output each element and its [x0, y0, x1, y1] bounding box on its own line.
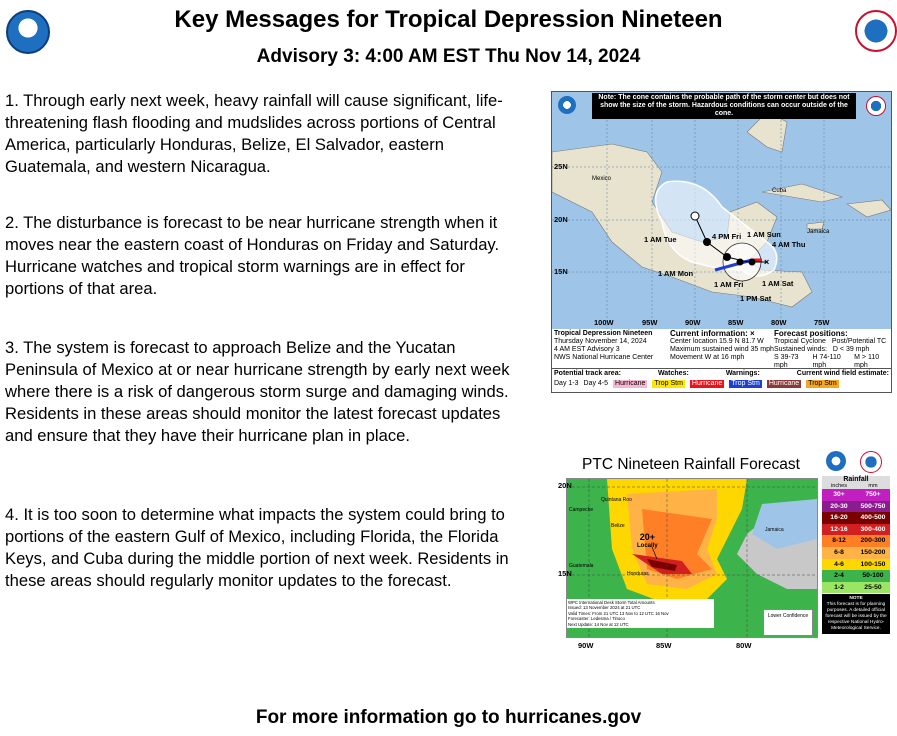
storm-advisory: 4 AM EST Advisory 3: [554, 346, 620, 353]
legend-row: [822, 501, 890, 513]
key-message-2: 2. The disturbance is forecast to be near hurricane strength when it moves near the eastern coast of Honduras on Friday and Saturday. Hurricane watches and tropical storm warnings are in effect for portions of that area.: [5, 213, 500, 298]
lon-label: 95W: [642, 318, 658, 327]
legend-mm: 750+: [865, 491, 881, 498]
track-map: [552, 92, 891, 329]
note-title: NOTE: [849, 596, 863, 602]
legend-unit-mm: mm: [868, 483, 878, 489]
legend-row: [822, 547, 890, 559]
land-jamaica: [807, 222, 824, 229]
forecast-label: 4 PM Fri: [712, 232, 742, 241]
caption-line: Forecaster: Ledesma / Tinoco: [568, 616, 625, 622]
lon-label: 80W: [736, 641, 752, 650]
storm-name: Tropical Depression Nineteen: [554, 330, 653, 337]
advisory-subtitle: Advisory 3: 4:00 AM EST Thu Nov 14, 2024: [256, 46, 641, 67]
storm-info: [554, 330, 664, 362]
place-label: Honduras: [627, 571, 649, 577]
rain-callout: [637, 533, 658, 551]
legend-note: [822, 594, 890, 634]
noaa-logo: [826, 451, 846, 471]
place-label: Guatemala: [569, 563, 594, 569]
caption-line: Next Update: 14 Nov at 12 UTC: [568, 621, 629, 627]
legend-inches: 2-4: [834, 572, 844, 580]
lat-label: 15N: [558, 569, 572, 578]
forecast-label: 4 AM Thu: [772, 240, 806, 249]
current-position-marker: ×: [764, 257, 770, 267]
center-location: Center location 15.9 N 81.7 W: [670, 338, 764, 345]
warnings-title: Warnings:: [725, 370, 760, 377]
storm-center: NWS National Hurricane Center: [554, 354, 654, 361]
hurricane-warning-label: Hurricane: [691, 380, 723, 387]
lon-label: 100W: [594, 318, 614, 327]
track-map-svg: [552, 92, 891, 329]
legend-mm: 400-500: [860, 514, 886, 522]
lon-label: 85W: [728, 318, 744, 327]
legend-inches: 8-12: [832, 537, 846, 545]
key-message-1: 1. Through early next week, heavy rainfall will cause significant, life-threatening flash flooding and mudslides across portions of Central America, particularly Honduras, Belize, El Salvador, eastern Guatemala, and western Nicaragua.: [5, 91, 503, 176]
rainfall-graphic: [558, 456, 816, 652]
day13-label: Day 1-3: [554, 380, 579, 387]
day45-label: Day 4-5: [583, 380, 609, 387]
track-cone-graphic: [551, 91, 892, 393]
page-title: Key Messages for Tropical Depression Nineteen: [174, 6, 723, 33]
legend-inches: 1-2: [834, 583, 844, 591]
legend-inches: 30+: [833, 491, 845, 498]
current-info: [670, 330, 775, 362]
legend-rows: [822, 489, 890, 593]
rain-callout-value: 20+: [639, 532, 655, 542]
legend-row: [822, 582, 890, 594]
ts-warning-label: Trop Stm: [731, 380, 760, 387]
hurricane-watch-label: Hurricane: [615, 380, 646, 387]
footer-link-text: For more information go to hurricanes.gov: [255, 707, 642, 728]
caption-line: Issued: 13 November 2024 at 21 UTC: [568, 605, 641, 611]
legend-row: [822, 489, 890, 501]
track-point: [703, 238, 711, 246]
lat-label: 20N: [554, 215, 568, 224]
forecast-label: 1 AM Fri: [714, 280, 744, 289]
tropical-cyclone-label: Tropical Cyclone: [774, 338, 826, 345]
legend-row: [822, 512, 890, 524]
legend-mm: 500-750: [860, 502, 886, 510]
place-label: Campeche: [569, 507, 594, 513]
h-wind: H 74-110 mph: [812, 354, 841, 369]
legend-unit-in: inches: [831, 483, 847, 489]
legend-row: [822, 570, 890, 582]
cone-note: Note: The cone contains the probable path of the storm center but does not show the size of the storm. Hazardous conditions can occur outside of the cone.: [592, 93, 856, 119]
lon-label: 85W: [656, 641, 672, 650]
track-point: [737, 259, 744, 266]
legend-mm: 200-300: [860, 537, 886, 545]
rainfall-legend: [822, 476, 890, 634]
watches-title: Watches:: [657, 370, 689, 377]
legend-title: Rainfall: [822, 476, 890, 483]
rainfall-map: [566, 478, 818, 638]
movement: Movement W at 16 mph: [670, 354, 745, 361]
ts-wind-label: Trop Stm: [808, 380, 837, 387]
legend-row: [822, 524, 890, 536]
storm-date: Thursday November 14, 2024: [554, 338, 647, 345]
forecast-label: 1 AM Tue: [644, 235, 677, 244]
legend-inches: 16-20: [830, 514, 848, 522]
caption-line: Valid Times: From 21 UTC 13 Nov to 12 UTC 16 Nov: [568, 610, 669, 616]
forecast-label: 1 AM Mon: [658, 269, 694, 278]
sustained-label: Sustained winds:: [774, 346, 827, 353]
legend-mm: 300-400: [860, 525, 886, 533]
forecast-label: 1 AM Sat: [762, 279, 794, 288]
positions-title: Forecast positions:: [774, 329, 848, 338]
legend-row: [822, 535, 890, 547]
ts-watch-label: Trop Stm: [654, 380, 683, 387]
legend-inches: 4-6: [834, 560, 844, 568]
forecast-label: 1 AM Sun: [747, 230, 781, 239]
noaa-logo: [558, 96, 576, 114]
lat-label: 15N: [554, 267, 568, 276]
lon-label: 90W: [685, 318, 701, 327]
lat-label: 25N: [554, 162, 568, 171]
legend-inches: 20-30: [830, 502, 848, 510]
caption-line: WPC International Desk Storm Total Amounts: [568, 600, 655, 605]
key-message-3: 3. The system is forecast to approach Belize and the Yucatan Peninsula of Mexico at or near hurricane strength by early next week where there is a risk of dangerous storm surge and damaging winds. Residents in these areas should monitor the latest forecast updates and ensure that they have their hurricane plan in place.: [5, 338, 510, 445]
rainfall-title: PTC Nineteen Rainfall Forecast: [582, 456, 800, 473]
current-info-title: Current information: ×: [670, 329, 755, 338]
lower-confidence-key: Lower Confidence: [763, 609, 813, 636]
land-hispaniola: [847, 200, 891, 217]
place-label: Belize: [611, 523, 625, 529]
place-label: Cuba: [772, 188, 787, 194]
place-label: Jamaica: [765, 527, 784, 533]
forecast-label: 1 PM Sat: [740, 294, 772, 303]
legend-mm: 150-200: [860, 548, 886, 556]
lon-label: 75W: [814, 318, 830, 327]
track-point: [749, 259, 756, 266]
m-wind: M > 110 mph: [854, 354, 880, 369]
post-tc-label: Post/Potential TC: [831, 338, 887, 345]
note-text: This forecast is for planning purposes. A detailed official forecast will be issued by the respective National Hydro-Meteorological Service.: [825, 602, 887, 632]
max-wind: Maximum sustained wind 35 mph: [670, 346, 774, 353]
lon-label: 80W: [771, 318, 787, 327]
legend-row: [554, 370, 889, 388]
nws-logo: [866, 96, 886, 116]
rain-caption: [567, 599, 714, 628]
place-label: Jamaica: [807, 229, 830, 235]
key-message-4: 4. It is too soon to determine what impacts the system could bring to portions of the eastern Gulf of Mexico, including Florida, the Florida Keys, and Cuba during the middle portion of next week. Residents in these areas should regularly monitor updates to the forecast.: [5, 505, 509, 590]
place-label: Mexico: [592, 176, 612, 182]
place-label: Quintana Roo: [601, 497, 632, 503]
legend-inches: 12-16: [830, 525, 848, 533]
s-wind: S 39-73 mph: [774, 354, 799, 369]
track-point: [691, 212, 699, 220]
lat-label: 20N: [558, 481, 572, 490]
hurricane-wind-label: Hurricane: [768, 380, 800, 387]
wind-field-title: Current wind field estimate:: [796, 370, 889, 377]
lon-label: 90W: [578, 641, 594, 650]
forecast-positions: [774, 330, 889, 370]
nws-logo: [860, 451, 882, 473]
d-wind: D < 39 mph: [832, 346, 870, 353]
legend-mm: 100-150: [860, 560, 886, 568]
rain-callout-sub: Locally: [637, 543, 658, 549]
legend-inches: 6-8: [834, 548, 844, 556]
legend-row: [822, 559, 890, 571]
track-area-title: Potential track area:: [554, 370, 621, 377]
track-point: [723, 253, 731, 261]
legend-mm: 25-50: [864, 583, 882, 591]
legend-mm: 50-100: [862, 572, 884, 580]
